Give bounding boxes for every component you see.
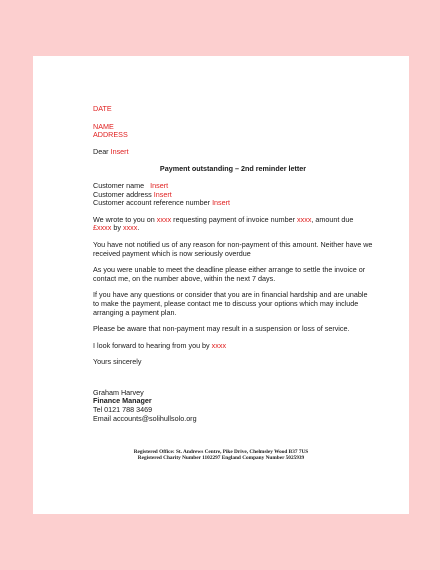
paragraph-3: As you were unable to meet the deadline please either arrange to settle the invoice or contact me, on the number above, within the next 7 days. <box>93 265 366 283</box>
p1-amount: £xxxx <box>93 223 112 233</box>
customer-ref-insert: Insert <box>212 198 231 208</box>
subject-heading: Payment outstanding – 2nd reminder letter <box>159 164 307 174</box>
p1-text-a: We wrote to you on <box>93 214 155 224</box>
salutation <box>93 148 373 157</box>
recipient-address: ADDRESS <box>93 130 128 140</box>
p1-invoice: xxxx <box>297 214 312 224</box>
salutation-insert: Insert <box>110 146 129 156</box>
p1-due: xxxx <box>122 223 138 233</box>
paragraph-1 <box>93 216 373 233</box>
footer-line-2: Registered Charity Number 1102297 England Company Number 5025939 <box>137 455 305 462</box>
signature-block <box>93 389 373 423</box>
customer-name-insert: Insert <box>150 180 169 190</box>
closing: Yours sincerely <box>93 357 142 367</box>
p6-text: I look forward to hearing from you by <box>93 340 210 350</box>
paragraph-4: If you have any questions or consider that you are in financial hardship and are unable to make the payment, please contact me to discuss your options which may include arranging a payment plan. <box>93 290 368 317</box>
p6-date: xxxx <box>211 340 227 350</box>
p1-date: xxxx <box>156 214 172 224</box>
customer-details <box>93 182 373 208</box>
paragraph-5: Please be aware that non-payment may result in a suspension or loss of service. <box>93 324 350 334</box>
p1-text-c: , amount due <box>311 214 354 224</box>
signer-title: Finance Manager <box>93 396 152 406</box>
recipient-name: NAME <box>93 121 114 131</box>
recipient-block <box>93 123 373 140</box>
letter-body <box>93 105 373 423</box>
footer-line-1: Registered Office: St. Andrews Centre, Pike Drive, Chelmsley Wood B37 7US <box>133 449 309 455</box>
customer-address-insert: Insert <box>153 189 172 199</box>
p1-text-b: requesting payment of invoice number <box>173 214 296 224</box>
customer-ref-label: Customer account reference number <box>93 198 211 208</box>
signer-name: Graham Harvey <box>93 387 144 397</box>
signer-tel: Tel 0121 788 3469 <box>93 405 153 415</box>
customer-ref-line <box>93 199 373 208</box>
date-placeholder: DATE <box>93 104 112 113</box>
salutation-text: Dear <box>93 146 109 156</box>
paragraph-2: You have not notified us of any reason for non-payment of this amount. Neither have we received payment which is now seriously overdue <box>93 239 373 258</box>
signer-email: Email accounts@solihullsolo.org <box>93 413 197 423</box>
p1-text-e: . <box>137 223 140 233</box>
customer-name-label: Customer name <box>93 180 145 190</box>
paragraph-6 <box>93 342 373 351</box>
letter-page <box>33 56 409 514</box>
customer-address-label: Customer address <box>93 189 152 199</box>
p1-text-d: by <box>113 223 121 233</box>
registered-footer <box>33 449 409 462</box>
